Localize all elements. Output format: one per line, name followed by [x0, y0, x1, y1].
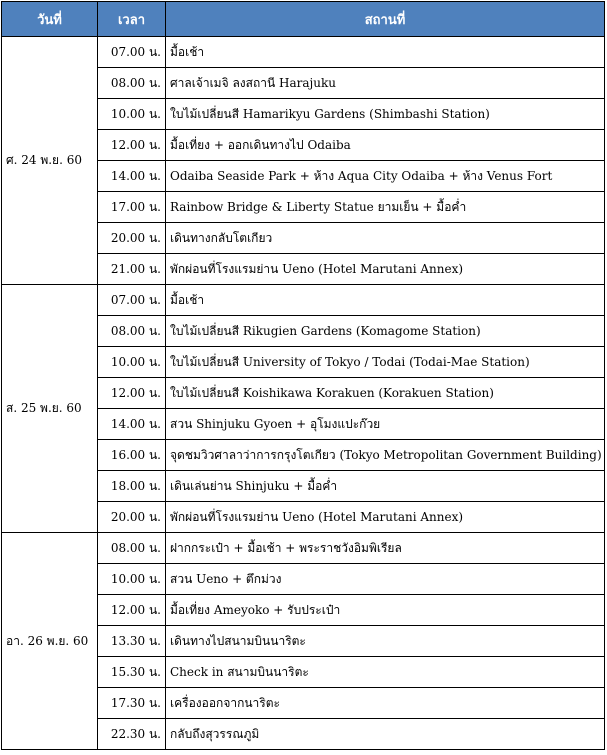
time-cell: 08.00 น.	[98, 533, 166, 564]
place-cell: สวน Ueno + ตึกม่วง	[166, 564, 605, 595]
place-cell: Check in สนามบินนาริตะ	[166, 657, 605, 688]
itinerary-table	[1, 1, 605, 750]
time-cell: 10.00 น.	[98, 564, 166, 595]
time-cell: 10.00 น.	[98, 347, 166, 378]
header-place: สถานที่	[166, 2, 605, 37]
place-cell: ใบไม้เปลี่ยนสี Koishikawa Korakuen (Korakuen Station)	[166, 378, 605, 409]
time-cell: 12.00 น.	[98, 378, 166, 409]
time-cell: 17.00 น.	[98, 192, 166, 223]
time-cell: 13.30 น.	[98, 626, 166, 657]
time-cell: 12.00 น.	[98, 130, 166, 161]
time-cell: 17.30 น.	[98, 688, 166, 719]
time-cell: 14.00 น.	[98, 409, 166, 440]
time-cell: 20.00 น.	[98, 223, 166, 254]
itinerary-body	[2, 37, 605, 750]
place-cell: ฝากกระเป๋า + มื้อเช้า + พระราชวังอิมพิเรียล	[166, 533, 605, 564]
time-cell: 15.30 น.	[98, 657, 166, 688]
table-row	[2, 533, 605, 564]
table-row	[2, 285, 605, 316]
place-cell: มื้อเที่ยง + ออกเดินทางไป Odaiba	[166, 130, 605, 161]
header-day: วันที่	[2, 2, 98, 37]
place-cell: ใบไม้เปลี่ยนสี Hamarikyu Gardens (Shimbashi Station)	[166, 99, 605, 130]
time-cell: 20.00 น.	[98, 502, 166, 533]
place-cell: เดินเล่นย่าน Shinjuku + มื้อค่ำ	[166, 471, 605, 502]
time-cell: 08.00 น.	[98, 316, 166, 347]
day-cell: ศ. 24 พ.ย. 60	[2, 37, 98, 285]
place-cell: เดินทางไปสนามบินนาริตะ	[166, 626, 605, 657]
time-cell: 14.00 น.	[98, 161, 166, 192]
place-cell: กลับถึงสุวรรณภูมิ	[166, 719, 605, 750]
time-cell: 22.30 น.	[98, 719, 166, 750]
place-cell: เครื่องออกจากนาริตะ	[166, 688, 605, 719]
place-cell: ใบไม้เปลี่ยนสี University of Tokyo / Todai (Todai-Mae Station)	[166, 347, 605, 378]
header-time: เวลา	[98, 2, 166, 37]
time-cell: 07.00 น.	[98, 285, 166, 316]
place-cell: มื้อเช้า	[166, 37, 605, 68]
day-cell: อา. 26 พ.ย. 60	[2, 533, 98, 750]
table-row	[2, 37, 605, 68]
place-cell: พักผ่อนที่โรงแรมย่าน Ueno (Hotel Marutani Annex)	[166, 254, 605, 285]
place-cell: มื้อเช้า	[166, 285, 605, 316]
place-cell: จุดชมวิวศาลาว่าการกรุงโตเกียว (Tokyo Metropolitan Government Building)	[166, 440, 605, 471]
place-cell: Odaiba Seaside Park + ห้าง Aqua City Odaiba + ห้าง Venus Fort	[166, 161, 605, 192]
time-cell: 07.00 น.	[98, 37, 166, 68]
header-row	[2, 2, 605, 37]
time-cell: 18.00 น.	[98, 471, 166, 502]
time-cell: 21.00 น.	[98, 254, 166, 285]
place-cell: สวน Shinjuku Gyoen + อุโมงแปะก๊วย	[166, 409, 605, 440]
place-cell: Rainbow Bridge & Liberty Statue ยามเย็น + มื้อค่ำ	[166, 192, 605, 223]
place-cell: มื้อเที่ยง Ameyoko + รับประเป๋า	[166, 595, 605, 626]
day-cell: ส. 25 พ.ย. 60	[2, 285, 98, 533]
time-cell: 08.00 น.	[98, 68, 166, 99]
place-cell: เดินทางกลับโตเกียว	[166, 223, 605, 254]
time-cell: 10.00 น.	[98, 99, 166, 130]
place-cell: ศาลเจ้าเมจิ ลงสถานี Harajuku	[166, 68, 605, 99]
place-cell: ใบไม้เปลี่ยนสี Rikugien Gardens (Komagome Station)	[166, 316, 605, 347]
place-cell: พักผ่อนที่โรงแรมย่าน Ueno (Hotel Marutani Annex)	[166, 502, 605, 533]
time-cell: 12.00 น.	[98, 595, 166, 626]
time-cell: 16.00 น.	[98, 440, 166, 471]
